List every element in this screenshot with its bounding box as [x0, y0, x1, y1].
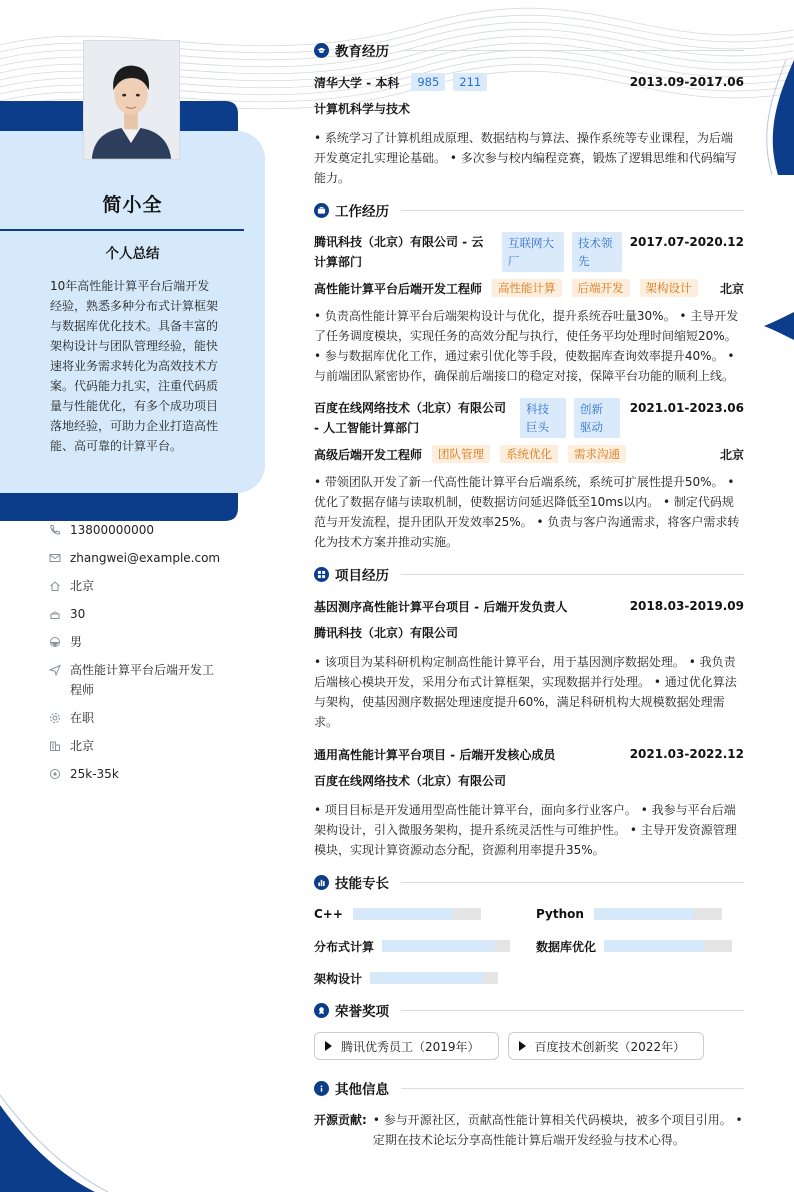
company-name: 百度在线网络技术（北京）有限公司 - 人工智能计算部门	[314, 401, 507, 435]
skill-tag: 团队管理	[432, 445, 490, 463]
company-tag: 技术领先	[572, 232, 622, 272]
skill-list	[314, 904, 744, 988]
school-tag: 211	[453, 73, 487, 91]
project-company: 百度在线网络技术（北京）有限公司	[314, 774, 507, 788]
skill-bar-fill	[370, 972, 483, 984]
other-label: 开源贡献:	[314, 1113, 367, 1127]
skill-bar	[604, 940, 732, 952]
section-divider	[401, 574, 744, 575]
company-name: 腾讯科技（北京）有限公司 - 云计算部门	[314, 235, 484, 269]
awards-section	[314, 998, 744, 1060]
work-title: 工作经历	[335, 204, 389, 220]
skill-item: 数据库优化	[536, 936, 744, 956]
project-date: 2021.03-2022.12	[629, 747, 744, 761]
skill-tag: 系统优化	[500, 445, 558, 463]
name-divider	[0, 229, 244, 231]
avatar	[83, 40, 180, 160]
work-date: 2017.07-2020.12	[629, 235, 744, 249]
work-item	[314, 398, 744, 552]
phone-icon	[48, 520, 62, 540]
contact-list	[48, 520, 248, 792]
work-desc: • 带领团队开发了新一代高性能计算平台后端系统，系统可扩展性提升50%。 • 优化了数据存储与读取机制，使数据访问延迟降低至10ms以内。 • 制定代码规范与开发流程，提升团队开发效率25%。 • 负责与客户沟通需求，将客户需求转化为技术方案并推动实施。	[314, 475, 740, 549]
project-company: 腾讯科技（北京）有限公司	[314, 626, 459, 640]
bar-chart-icon	[314, 875, 329, 890]
school-tag: 985	[411, 73, 445, 91]
contact-salary: 25k-35k	[48, 764, 248, 792]
award-item: 腾讯优秀员工（2019年）	[314, 1032, 499, 1060]
briefcase-icon	[314, 203, 329, 218]
work-date: 2021.01-2023.06	[629, 401, 744, 415]
skill-item: C++	[314, 904, 536, 924]
gender-icon	[48, 632, 62, 652]
contact-job: 高性能计算平台后端开发工程师	[48, 660, 248, 708]
summary-title: 个人总结	[105, 246, 160, 262]
contact-age: 30	[48, 604, 248, 632]
other-item	[314, 1110, 744, 1150]
home-icon	[48, 576, 62, 596]
contact-email: zhangwei@example.com	[48, 548, 248, 576]
section-divider	[401, 1010, 744, 1011]
education-title: 教育经历	[335, 44, 389, 60]
work-city: 北京	[719, 281, 744, 296]
education-date: 2013.09-2017.06	[629, 75, 744, 89]
project-item	[314, 744, 744, 860]
work-city: 北京	[719, 447, 744, 462]
contact-location: 北京	[48, 576, 248, 604]
project-desc: • 项目目标是开发通用型高性能计算平台，面向多行业客户。 • 我参与平台后端架构设计，引入微服务架构，提升系统灵活性与可维护性。 • 主导开发资源管理模块，实现计算资源动态分配，资源利用率提升35%。	[314, 803, 737, 857]
skill-bar-fill	[594, 908, 694, 920]
company-tag: 互联网大厂	[502, 232, 564, 272]
section-divider	[401, 50, 744, 51]
work-section	[314, 198, 744, 552]
projects-section	[314, 562, 744, 860]
company-tag: 科技巨头	[520, 398, 566, 438]
section-divider	[401, 1088, 744, 1089]
skill-tag: 需求沟通	[568, 445, 626, 463]
award-list	[314, 1032, 744, 1060]
job-title: 高级后端开发工程师	[314, 447, 423, 462]
other-title: 其他信息	[335, 1082, 389, 1098]
graduation-cap-icon	[314, 43, 329, 58]
work-desc: • 负责高性能计算平台后端架构设计与优化，提升系统吞吐量30%。 • 主导开发了任务调度模块，实现任务的高效分配与执行，使任务平均处理时间缩短20%。 • 参与数据库优化工作，通过索引优化等手段，使数据库查询效率提升40%。 • 与前端团队紧密协作，确保前后端接口的稳定对接，保障平台功能的顺利上线。	[314, 309, 739, 383]
status-icon	[48, 708, 62, 728]
education-section	[314, 38, 744, 188]
job-title: 高性能计算平台后端开发工程师	[314, 281, 483, 296]
skill-bar	[370, 972, 498, 984]
school-name: 清华大学 - 本科	[314, 75, 400, 90]
skill-item: 架构设计	[314, 968, 536, 988]
education-desc: • 系统学习了计算机组成原理、数据结构与算法、操作系统等专业课程，为后端开发奠定扎实理论基础。 • 多次参与校内编程竞赛，锻炼了逻辑思维和代码编写能力。	[314, 131, 737, 185]
company-tag: 创新驱动	[574, 398, 620, 438]
contact-city: 北京	[48, 736, 248, 764]
contact-gender: 男	[48, 632, 248, 660]
project-item	[314, 596, 744, 732]
grid-icon	[314, 567, 329, 582]
skill-bar	[353, 908, 481, 920]
skill-item: Python	[536, 904, 744, 924]
skill-tag: 后端开发	[572, 279, 630, 297]
award-item: 百度技术创新奖（2022年）	[508, 1032, 705, 1060]
project-desc: • 该项目为某科研机构定制高性能计算平台，用于基因测序数据处理。 • 我负责后端核心模块开发，采用分布式计算框架，实现数据并行处理。 • 通过优化算法与架构，使基因测序数据处理速度提升60%，满足科研机构大规模数据处理需求。	[314, 655, 737, 729]
major: 计算机科学与技术	[314, 102, 411, 116]
skill-item: 分布式计算	[314, 936, 536, 956]
age-icon	[48, 604, 62, 624]
award-icon	[314, 1003, 329, 1018]
info-icon	[314, 1081, 329, 1096]
skill-tag: 高性能计算	[492, 279, 562, 297]
main-content	[314, 38, 744, 1160]
awards-title: 荣誉奖项	[335, 1004, 389, 1020]
contact-status: 在职	[48, 708, 248, 736]
play-icon	[519, 1041, 526, 1051]
project-name: 基因测序高性能计算平台项目 - 后端开发负责人	[314, 599, 568, 614]
email-icon	[48, 548, 62, 568]
other-text: • 参与开源社区，贡献高性能计算相关代码模块，被多个项目引用。 • 定期在技术论坛分享高性能计算后端开发经验与技术心得。	[372, 1113, 743, 1147]
other-section	[314, 1076, 744, 1150]
project-name: 通用高性能计算平台项目 - 后端开发核心成员	[314, 747, 556, 762]
skills-title: 技能专长	[335, 876, 389, 892]
play-icon	[325, 1041, 332, 1051]
city-icon	[48, 736, 62, 756]
contact-phone: 13800000000	[48, 520, 248, 548]
skill-tag: 架构设计	[640, 279, 698, 297]
avatar-photo-icon	[84, 41, 179, 159]
skill-bar	[594, 908, 722, 920]
skill-bar-fill	[353, 908, 453, 920]
skill-bar-fill	[604, 940, 704, 952]
projects-title: 项目经历	[335, 568, 389, 584]
skills-section	[314, 870, 744, 988]
skill-bar-fill	[382, 940, 495, 952]
summary-text: 10年高性能计算平台后端开发经验，熟悉多种分布式计算框架与数据库优化技术。具备丰富的架构设计与团队管理经验，能快速将业务需求转化为高效技术方案。代码能力扎实，注重代码质量与性能优化，有多个成功项目落地经验，可助力企业打造高性能、高可靠的计算平台。	[50, 279, 219, 453]
work-item	[314, 232, 744, 386]
section-divider	[401, 882, 744, 883]
project-date: 2018.03-2019.09	[629, 599, 744, 613]
section-divider	[401, 210, 744, 211]
skill-bar	[382, 940, 510, 952]
profile-name: 简小全	[102, 194, 163, 216]
job-icon	[48, 660, 62, 680]
salary-icon	[48, 764, 62, 784]
